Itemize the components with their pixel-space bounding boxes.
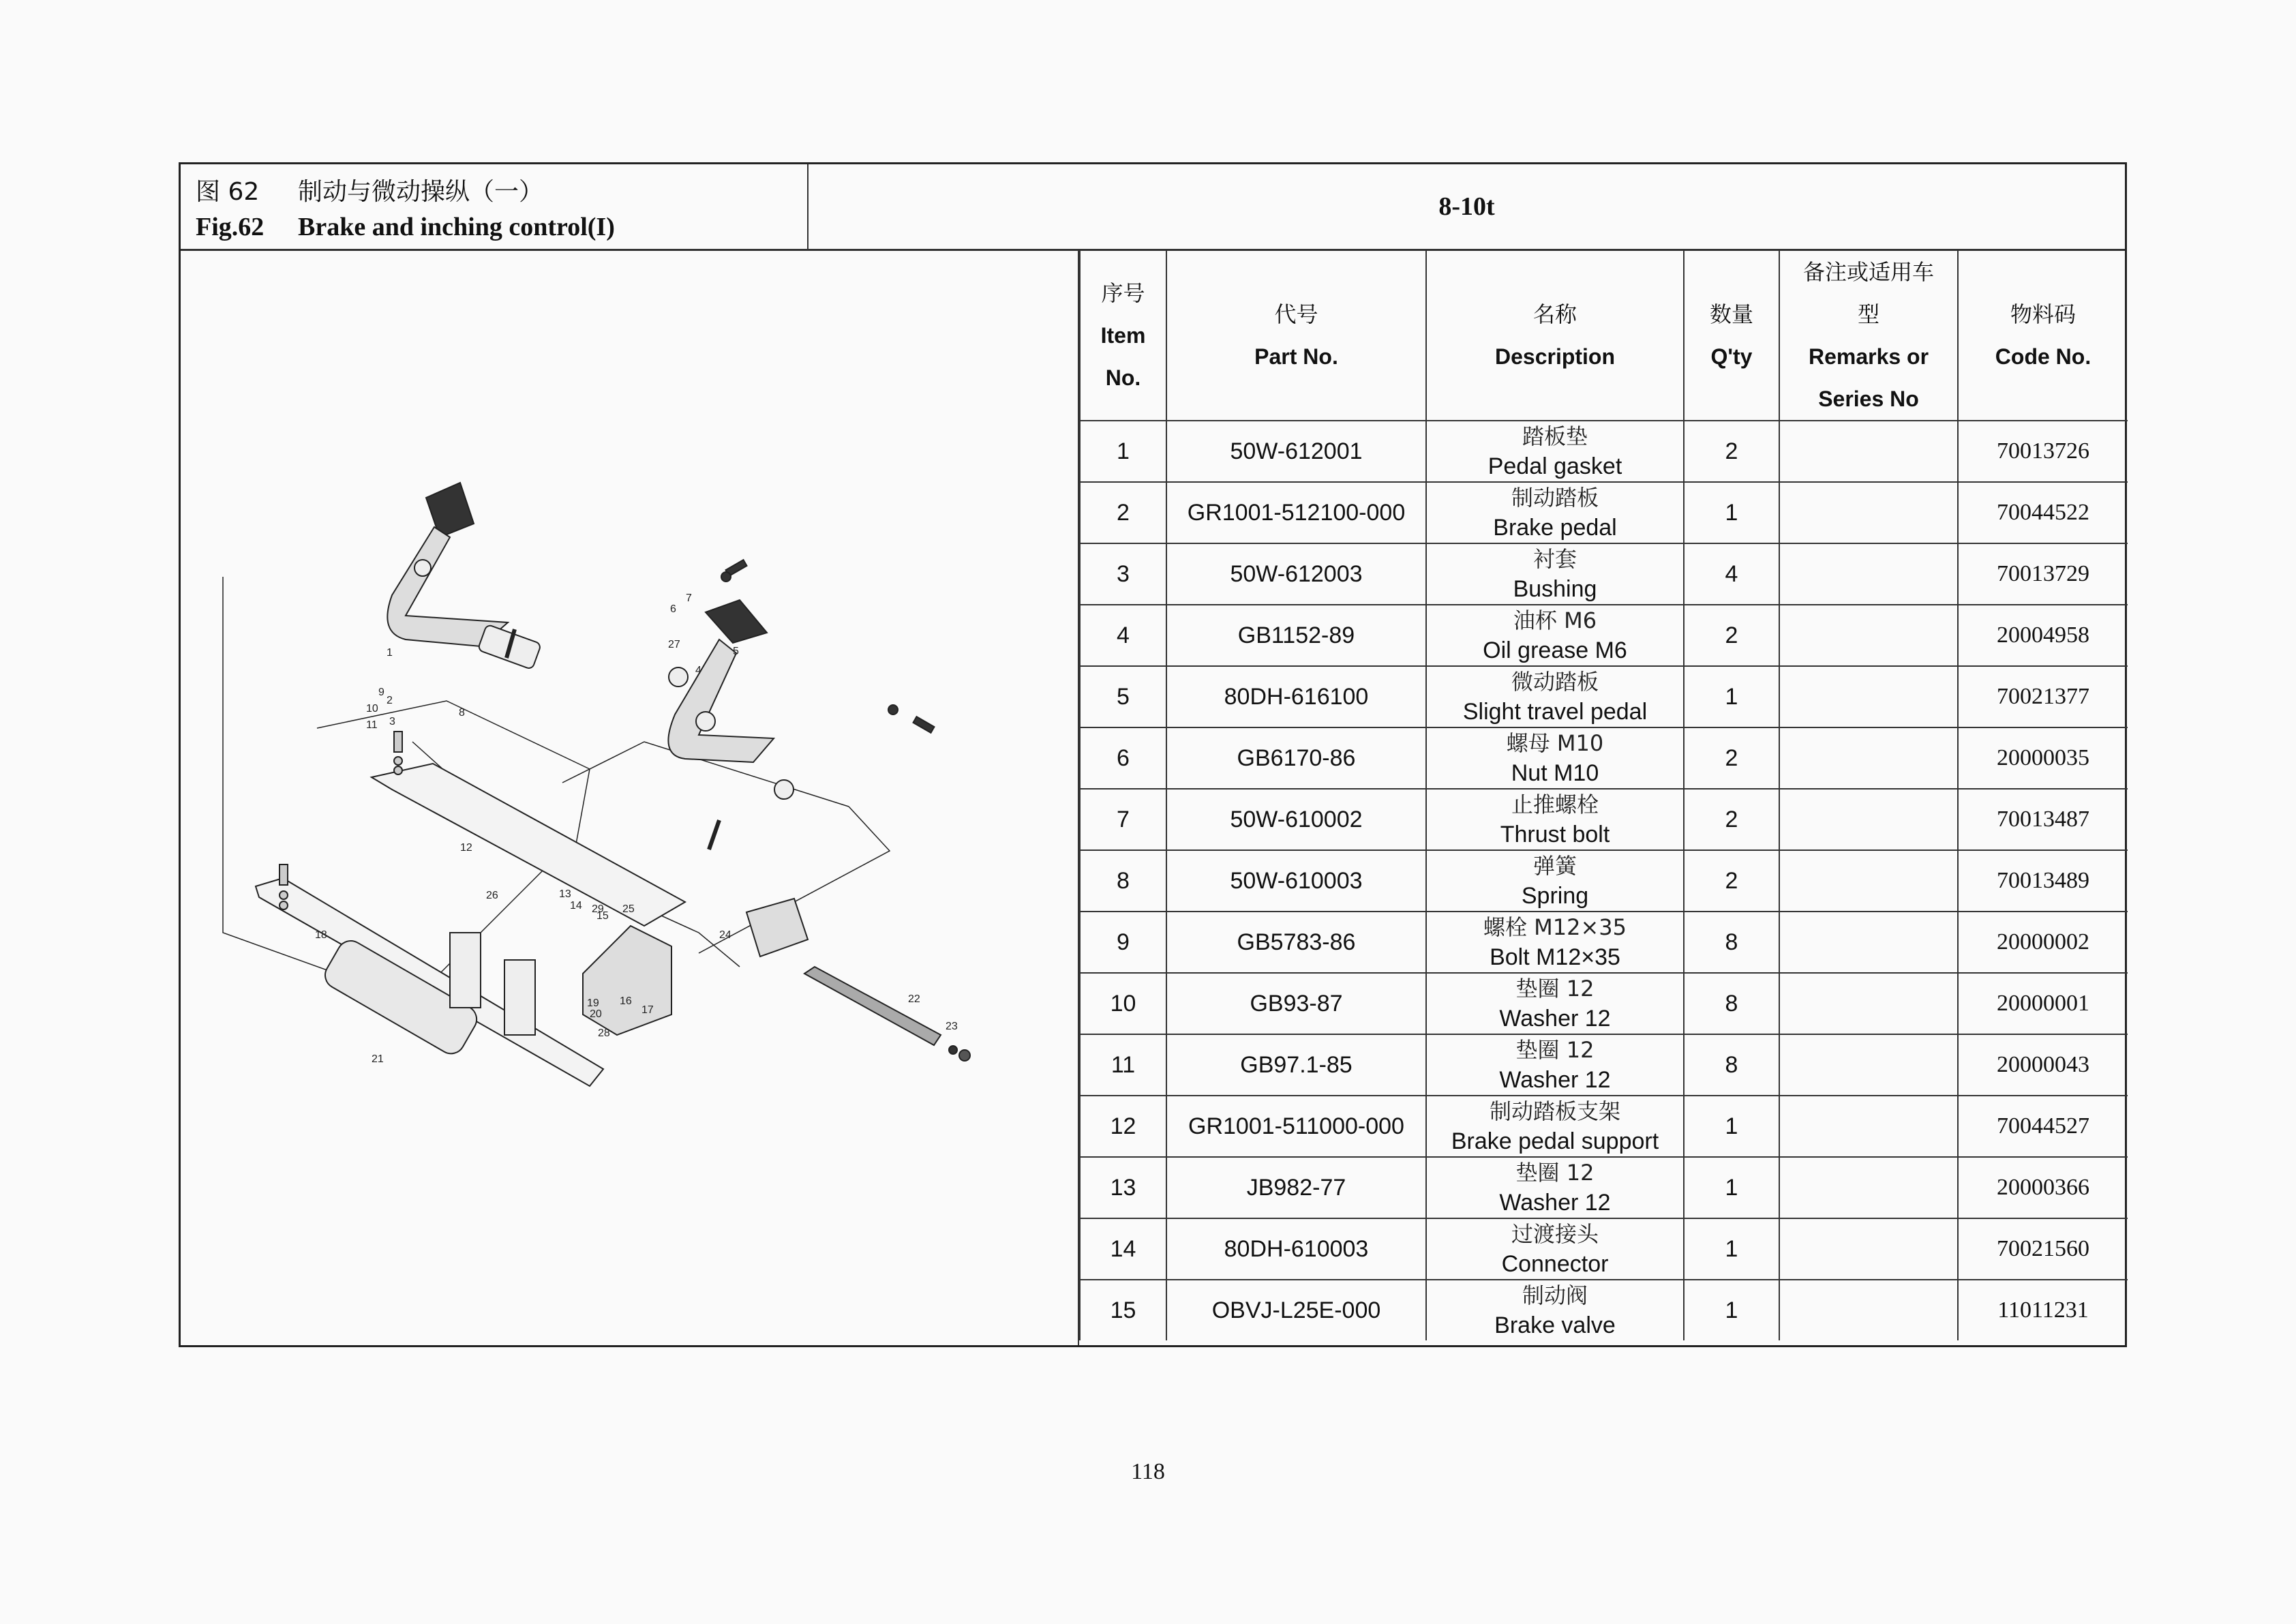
description-cn: 螺栓 M12×35 [1483, 914, 1627, 940]
column-header-qty [1684, 251, 1779, 421]
cell-code-no: 70013726 [1958, 421, 2128, 482]
header-description-cn: 名称 [1532, 301, 1577, 327]
cell-item: 13 [1080, 1157, 1166, 1218]
cell-remarks [1779, 543, 1958, 605]
cell-item: 12 [1080, 1096, 1166, 1157]
description-en: Brake pedal support [1451, 1128, 1659, 1154]
cell-code-no: 70044522 [1958, 482, 2128, 543]
header-item-en2: No. [1105, 365, 1141, 390]
description-cn: 衬套 [1532, 546, 1577, 572]
cell-remarks [1779, 789, 1958, 850]
description-cn: 止推螺栓 [1511, 792, 1599, 817]
cell-qty: 2 [1684, 789, 1779, 850]
callout-6: 6 [670, 603, 676, 615]
description-cn: 过渡接头 [1511, 1221, 1599, 1247]
figure-title-cn-text: 制动与微动操纵（一） [298, 178, 544, 206]
cell-item: 4 [1080, 605, 1166, 666]
left-bolt-shapes [280, 732, 402, 909]
cell-part-no: 50W-610003 [1166, 850, 1426, 912]
table-row [1080, 850, 2128, 912]
column-header-code-no [1958, 251, 2128, 421]
callout-2: 2 [387, 695, 393, 706]
cell-item: 1 [1080, 421, 1166, 482]
callout-18: 18 [315, 929, 327, 941]
callout-14: 14 [570, 900, 582, 912]
cell-description [1426, 1280, 1684, 1340]
description-en: Bushing [1513, 576, 1597, 602]
figure-label-en: Fig.62 [196, 213, 265, 241]
callout-21: 21 [372, 1053, 384, 1065]
description-en: Bolt M12×35 [1490, 944, 1620, 970]
cell-part-no: OBVJ-L25E-000 [1166, 1280, 1426, 1340]
description-cn: 螺母 M10 [1506, 730, 1604, 756]
cell-qty: 1 [1684, 1157, 1779, 1218]
cell-item: 14 [1080, 1218, 1166, 1280]
cell-code-no: 70021560 [1958, 1218, 2128, 1280]
header-qty-cn: 数量 [1709, 301, 1753, 327]
table-row [1080, 727, 2128, 789]
callout-17: 17 [641, 1004, 654, 1016]
description-en: Washer 12 [1499, 1190, 1611, 1216]
brake-pedal-shape [387, 483, 541, 670]
exploded-diagram [181, 251, 1079, 1345]
description-en: Thrust bolt [1500, 822, 1610, 847]
cell-remarks [1779, 666, 1958, 727]
description-en: Connector [1501, 1251, 1609, 1277]
header-code-no-en: Code No. [1995, 344, 2091, 369]
figure-title [181, 164, 809, 249]
cell-code-no: 20000002 [1958, 912, 2128, 973]
description-cn: 油杯 M6 [1513, 607, 1597, 633]
brake-valve-shape [583, 899, 808, 1035]
cell-description [1426, 482, 1684, 543]
cell-code-no: 70013729 [1958, 543, 2128, 605]
description-en: Nut M10 [1511, 760, 1599, 786]
cell-part-no: 80DH-610003 [1166, 1218, 1426, 1280]
header-description-en: Description [1494, 344, 1616, 369]
cell-remarks [1779, 850, 1958, 912]
cell-remarks [1779, 482, 1958, 543]
description-cn: 垫圈 12 [1515, 1037, 1595, 1063]
cell-description [1426, 666, 1684, 727]
cell-description [1426, 605, 1684, 666]
cell-description [1426, 1034, 1684, 1096]
cell-remarks [1779, 727, 1958, 789]
cell-description [1426, 727, 1684, 789]
cell-description [1426, 543, 1684, 605]
header-item-cn: 序号 [1101, 280, 1145, 306]
column-header-item [1080, 251, 1166, 421]
table-row [1080, 605, 2128, 666]
cell-part-no: GB5783-86 [1166, 912, 1426, 973]
table-row [1080, 421, 2128, 482]
description-en: Brake valve [1494, 1312, 1616, 1338]
cell-item: 7 [1080, 789, 1166, 850]
cell-qty: 4 [1684, 543, 1779, 605]
table-row [1080, 789, 2128, 850]
cell-description [1426, 1218, 1684, 1280]
cell-item: 5 [1080, 666, 1166, 727]
cell-remarks [1779, 1218, 1958, 1280]
cell-remarks [1779, 1280, 1958, 1340]
table-row [1080, 1218, 2128, 1280]
cell-code-no: 70013487 [1958, 789, 2128, 850]
cell-qty: 1 [1684, 1218, 1779, 1280]
cell-part-no: 80DH-616100 [1166, 666, 1426, 727]
description-en: Slight travel pedal [1462, 699, 1648, 725]
parts-table [1079, 251, 2128, 1340]
description-en: Washer 12 [1499, 1067, 1611, 1093]
callout-5: 5 [733, 646, 739, 657]
cell-code-no: 70021377 [1958, 666, 2128, 727]
callout-15: 15 [596, 910, 609, 922]
cell-description [1426, 1096, 1684, 1157]
table-row [1080, 973, 2128, 1034]
description-cn: 制动踏板支架 [1489, 1098, 1620, 1124]
callout-12: 12 [460, 842, 472, 854]
shaft-shape [804, 967, 970, 1061]
cell-qty: 1 [1684, 482, 1779, 543]
description-en: Pedal gasket [1487, 453, 1622, 479]
header-item-en1: Item [1100, 323, 1146, 348]
table-row [1080, 543, 2128, 605]
callout-27: 27 [668, 639, 680, 650]
callout-28: 28 [598, 1027, 610, 1039]
page-number: 118 [1131, 1459, 1165, 1484]
cell-remarks [1779, 1034, 1958, 1096]
callout-13: 13 [559, 888, 571, 900]
column-header-description [1426, 251, 1684, 421]
cell-item: 9 [1080, 912, 1166, 973]
cell-item: 8 [1080, 850, 1166, 912]
cell-part-no: 50W-612001 [1166, 421, 1426, 482]
cell-qty: 2 [1684, 727, 1779, 789]
table-row [1080, 912, 2128, 973]
header-part-no-cn: 代号 [1274, 301, 1318, 327]
callout-4: 4 [695, 665, 701, 676]
cell-description [1426, 421, 1684, 482]
callout-3: 3 [389, 716, 395, 727]
callout-29: 29 [592, 903, 604, 915]
bolt-shapes [721, 560, 934, 733]
cell-code-no: 70044527 [1958, 1096, 2128, 1157]
cell-item: 11 [1080, 1034, 1166, 1096]
brake-pedal-support-shape [372, 764, 685, 926]
cell-item: 10 [1080, 973, 1166, 1034]
callout-10: 10 [366, 703, 378, 715]
callout-9: 9 [378, 687, 384, 698]
cell-qty: 2 [1684, 421, 1779, 482]
callout-20: 20 [590, 1008, 602, 1020]
callout-11: 11 [366, 719, 378, 731]
cell-part-no: JB982-77 [1166, 1157, 1426, 1218]
header-remarks-cn2: 型 [1857, 301, 1879, 327]
cell-description [1426, 850, 1684, 912]
cell-remarks [1779, 973, 1958, 1034]
table-row [1080, 1096, 2128, 1157]
cell-part-no: GR1001-511000-000 [1166, 1096, 1426, 1157]
cell-item: 15 [1080, 1280, 1166, 1340]
description-en: Spring [1521, 883, 1589, 909]
cell-remarks [1779, 1096, 1958, 1157]
table-row [1080, 482, 2128, 543]
cell-qty: 1 [1684, 666, 1779, 727]
cell-remarks [1779, 912, 1958, 973]
cell-part-no: 50W-610002 [1166, 789, 1426, 850]
header-remarks-en1: Remarks or [1808, 344, 1929, 369]
callout-25: 25 [622, 903, 635, 915]
cell-qty: 1 [1684, 1096, 1779, 1157]
cell-code-no: 11011231 [1958, 1280, 2128, 1340]
header-remarks-en2: Series No [1818, 387, 1919, 411]
cell-remarks [1779, 421, 1958, 482]
header-part-no-en: Part No. [1254, 344, 1338, 369]
cell-description [1426, 973, 1684, 1034]
cell-part-no: GB93-87 [1166, 973, 1426, 1034]
cell-part-no: 50W-612003 [1166, 543, 1426, 605]
header-code-no-cn: 物料码 [2010, 301, 2076, 327]
cell-remarks [1779, 605, 1958, 666]
cell-qty: 8 [1684, 912, 1779, 973]
table-row [1080, 1157, 2128, 1218]
parts-table-body [1080, 421, 2128, 1340]
cell-part-no: GB1152-89 [1166, 605, 1426, 666]
callout-7: 7 [686, 592, 692, 604]
description-cn: 垫圈 12 [1515, 976, 1595, 1002]
callout-26: 26 [486, 890, 498, 901]
figure-title-en-text: Brake and inching control(I) [298, 213, 615, 241]
cell-item: 6 [1080, 727, 1166, 789]
description-en: Washer 12 [1499, 1006, 1611, 1032]
cell-code-no: 20000043 [1958, 1034, 2128, 1096]
table-row [1080, 1034, 2128, 1096]
callout-22: 22 [908, 993, 920, 1005]
description-cn: 弹簧 [1532, 853, 1577, 879]
column-header-part-no [1166, 251, 1426, 421]
callout-16: 16 [620, 995, 632, 1007]
description-cn: 微动踏板 [1511, 669, 1599, 695]
header-remarks-cn1: 备注或适用车 [1802, 259, 1934, 285]
callout-1: 1 [387, 647, 393, 659]
header-qty-en: Q'ty [1710, 344, 1753, 369]
cell-part-no: GB97.1-85 [1166, 1034, 1426, 1096]
description-cn: 踏板垫 [1522, 423, 1588, 449]
callout-24: 24 [719, 929, 731, 941]
table-row [1080, 1280, 2128, 1340]
cell-qty: 2 [1684, 605, 1779, 666]
cell-qty: 8 [1684, 973, 1779, 1034]
model-range: 8-10t [1438, 192, 1495, 221]
cell-description [1426, 789, 1684, 850]
description-en: Oil grease M6 [1483, 637, 1627, 663]
cell-code-no: 20000001 [1958, 973, 2128, 1034]
support-bar-shape [256, 878, 603, 1086]
cell-code-no: 20004958 [1958, 605, 2128, 666]
callout-19: 19 [587, 997, 599, 1009]
cell-code-no: 20000035 [1958, 727, 2128, 789]
cell-description [1426, 912, 1684, 973]
cell-code-no: 20000366 [1958, 1157, 2128, 1218]
cell-item: 3 [1080, 543, 1166, 605]
description-en: Brake pedal [1493, 515, 1617, 541]
figure-title-cn [196, 172, 543, 207]
parts-list [1079, 251, 2127, 1345]
callout-23: 23 [946, 1021, 958, 1032]
callout-8: 8 [459, 707, 465, 719]
description-cn: 制动踏板 [1511, 485, 1599, 511]
cell-remarks [1779, 1157, 1958, 1218]
cell-part-no: GB6170-86 [1166, 727, 1426, 789]
title-row [181, 164, 2125, 251]
parts-catalog-frame [179, 162, 2127, 1347]
description-cn: 垫圈 12 [1515, 1160, 1595, 1186]
cell-part-no: GR1001-512100-000 [1166, 482, 1426, 543]
figure-label-cn: 图 62 [196, 178, 260, 206]
cell-item: 2 [1080, 482, 1166, 543]
figure-title-en [196, 212, 615, 242]
table-header-row [1080, 251, 2128, 421]
column-header-remarks [1779, 251, 1958, 421]
cell-qty: 1 [1684, 1280, 1779, 1340]
cell-qty: 8 [1684, 1034, 1779, 1096]
brake-pedal-assembly-illustration [181, 251, 1078, 1345]
cell-qty: 2 [1684, 850, 1779, 912]
cell-description [1426, 1157, 1684, 1218]
description-cn: 制动阀 [1522, 1282, 1588, 1308]
cell-code-no: 70013489 [1958, 850, 2128, 912]
table-row [1080, 666, 2128, 727]
